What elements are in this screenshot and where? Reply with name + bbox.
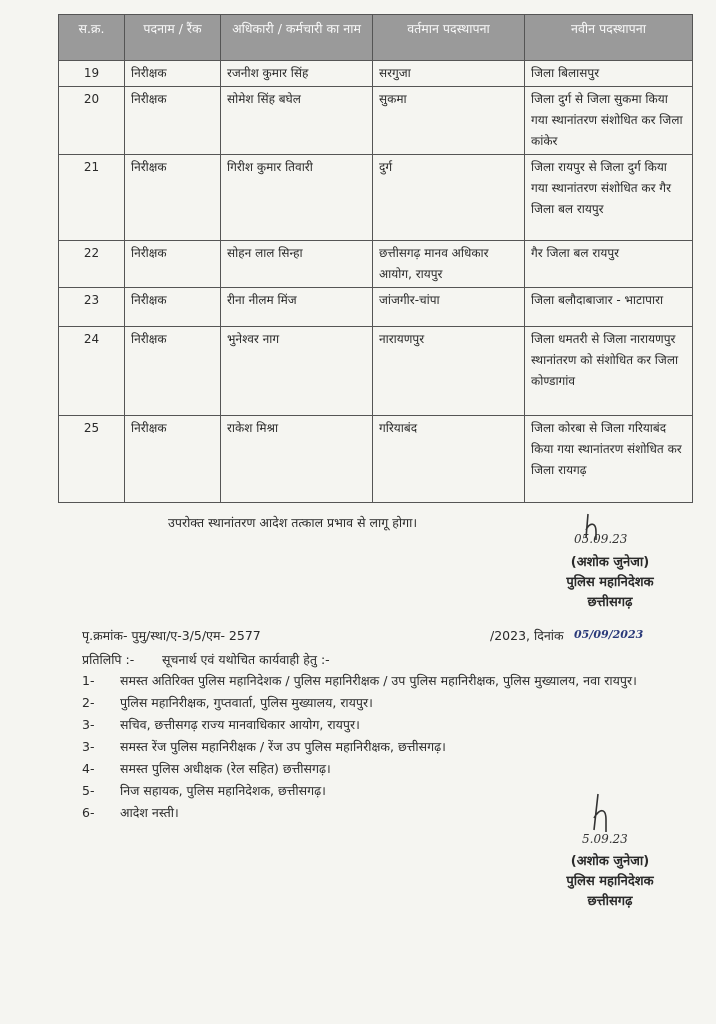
list-item	[82, 736, 702, 758]
header-rank: पदनाम / रैंक	[125, 15, 221, 61]
signatory-title: पुलिस महानिदेशक	[566, 874, 654, 889]
table-row	[59, 241, 693, 288]
cell-new-posting: गैर जिला बल रायपुर	[525, 241, 693, 288]
signature-block-1	[540, 553, 680, 613]
header-officer-name: अधिकारी / कर्मचारी का नाम	[221, 15, 373, 61]
cell-current-posting: सरगुजा	[373, 61, 525, 87]
signature-1-date: 05.09.23	[574, 532, 628, 546]
signatory-name: (अशोक जुनेजा)	[570, 854, 650, 869]
cell-current-posting: छत्तीसगढ़ मानव अधिकार आयोग, रायपुर	[373, 241, 525, 288]
cell-rank: निरीक्षक	[125, 87, 221, 155]
cell-new-posting: जिला रायपुर से जिला दुर्ग किया गया स्थानांतरण संशोधित कर गैर जिला बल रायपुर	[525, 155, 693, 241]
header-current-posting: वर्तमान पदस्थापना	[373, 15, 525, 61]
cell-new-posting: जिला बलौदाबाजार - भाटापारा	[525, 288, 693, 327]
cell-new-posting: जिला बिलासपुर	[525, 61, 693, 87]
table-row	[59, 155, 693, 241]
table-header-row	[59, 15, 693, 61]
list-item-text: आदेश नस्ती।	[120, 805, 179, 820]
list-item-number: 3-	[82, 739, 95, 754]
cell-name: रजनीश कुमार सिंह	[221, 61, 373, 87]
memo-date-label: /2023, दिनांक	[490, 628, 564, 643]
copy-purpose: सूचनार्थ एवं यथोचित कार्यवाही हेतु :-	[162, 652, 330, 667]
cell-name: गिरीश कुमार तिवारी	[221, 155, 373, 241]
transfer-table	[58, 14, 693, 503]
cell-rank: निरीक्षक	[125, 241, 221, 288]
cell-sno: 19	[59, 61, 125, 87]
memo-reference: पृ.क्रमांक- पुमु/स्था/ए-3/5/एम- 2577	[82, 628, 261, 643]
cell-current-posting: गरियाबंद	[373, 416, 525, 503]
cell-current-posting: दुर्ग	[373, 155, 525, 241]
cell-sno: 24	[59, 327, 125, 416]
list-item-text: सचिव, छत्तीसगढ़ राज्य मानवाधिकार आयोग, रायपुर।	[120, 717, 360, 732]
table-row	[59, 288, 693, 327]
list-item	[82, 714, 702, 736]
cell-rank: निरीक्षक	[125, 155, 221, 241]
table-row	[59, 416, 693, 503]
list-item-number: 3-	[82, 717, 95, 732]
list-item-number: 4-	[82, 761, 95, 776]
table-row	[59, 61, 693, 87]
cell-name: भुनेश्वर नाग	[221, 327, 373, 416]
cell-name: रीना नीलम मिंज	[221, 288, 373, 327]
table-row	[59, 87, 693, 155]
cell-rank: निरीक्षक	[125, 327, 221, 416]
signatory-state: छत्तीसगढ़	[587, 894, 633, 909]
cell-rank: निरीक्षक	[125, 416, 221, 503]
cell-name: राकेश मिश्रा	[221, 416, 373, 503]
list-item	[82, 758, 702, 780]
cell-new-posting: जिला कोरबा से जिला गरियाबंद किया गया स्थानांतरण संशोधित कर जिला रायगढ़	[525, 416, 693, 503]
list-item-number: 1-	[82, 673, 95, 688]
table-row	[59, 327, 693, 416]
signatory-title: पुलिस महानिदेशक	[566, 575, 654, 590]
list-item-text: पुलिस महानिरीक्षक, गुप्तवार्ता, पुलिस मुख्यालय, रायपुर।	[120, 695, 373, 710]
signatory-state: छत्तीसगढ़	[587, 595, 633, 610]
cell-current-posting: जांजगीर-चांपा	[373, 288, 525, 327]
list-item	[82, 670, 702, 692]
list-item-number: 5-	[82, 783, 95, 798]
cell-rank: निरीक्षक	[125, 61, 221, 87]
cell-new-posting: जिला दुर्ग से जिला सुकमा किया गया स्थानांतरण संशोधित कर जिला कांकेर	[525, 87, 693, 155]
cell-sno: 22	[59, 241, 125, 288]
signature-block-2	[540, 852, 680, 912]
cell-current-posting: नारायणपुर	[373, 327, 525, 416]
cell-sno: 23	[59, 288, 125, 327]
cell-sno: 25	[59, 416, 125, 503]
list-item-text: निज सहायक, पुलिस महानिदेशक, छत्तीसगढ़।	[120, 783, 326, 798]
list-item-text: समस्त पुलिस अधीक्षक (रेल सहित) छत्तीसगढ़।	[120, 761, 331, 776]
copy-label: प्रतिलिपि :-	[82, 652, 135, 667]
list-item-text: समस्त अतिरिक्त पुलिस महानिदेशक / पुलिस महानिरीक्षक / उप पुलिस महानिरीक्षक, पुलिस मुख्यालय, नवा रायपुर।	[120, 673, 637, 688]
cell-new-posting: जिला धमतरी से जिला नारायणपुर स्थानांतरण को संशोधित कर जिला कोण्डागांव	[525, 327, 693, 416]
header-sno: स.क्र.	[59, 15, 125, 61]
memo-date-stamp: 05/09/2023	[574, 628, 644, 641]
cell-name: सोमेश सिंह बघेल	[221, 87, 373, 155]
list-item-text: समस्त रेंज पुलिस महानिरीक्षक / रेंज उप पुलिस महानिरीक्षक, छत्तीसगढ़।	[120, 739, 446, 754]
signature-mark-2	[588, 790, 628, 838]
signature-2-date: 5.09.23	[582, 832, 628, 846]
cell-rank: निरीक्षक	[125, 288, 221, 327]
list-item-number: 2-	[82, 695, 95, 710]
cell-sno: 20	[59, 87, 125, 155]
list-item	[82, 692, 702, 714]
cell-current-posting: सुकमा	[373, 87, 525, 155]
header-new-posting: नवीन पदस्थापना	[525, 15, 693, 61]
cell-sno: 21	[59, 155, 125, 241]
effect-note: उपरोक्त स्थानांतरण आदेश तत्काल प्रभाव से लागू होगा।	[168, 515, 418, 530]
list-item-number: 6-	[82, 805, 95, 820]
signatory-name: (अशोक जुनेजा)	[570, 555, 650, 570]
cell-name: सोहन लाल सिन्हा	[221, 241, 373, 288]
